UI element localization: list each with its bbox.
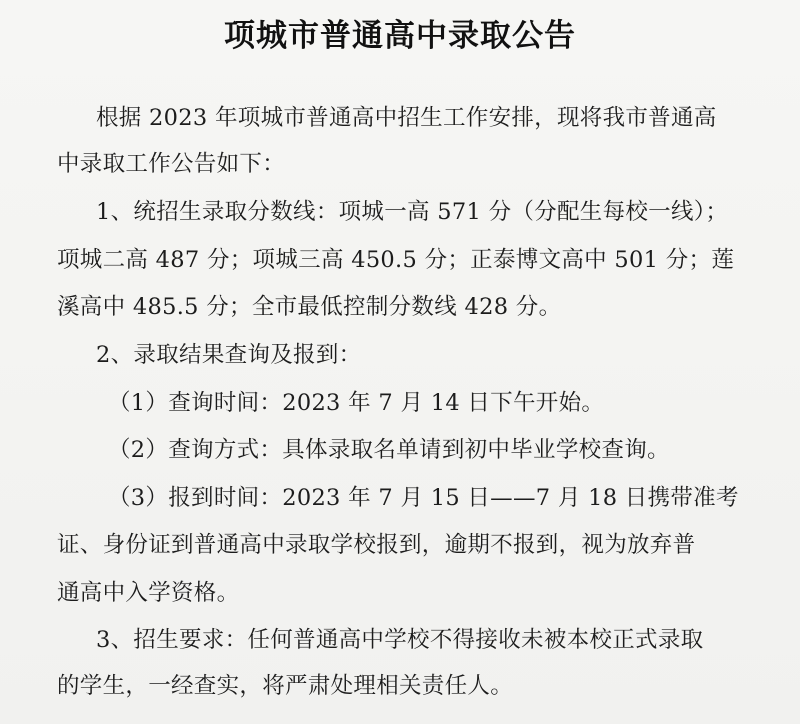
section-2-item-2: （2）查询方式：具体录取名单请到初中毕业学校查询。 [108, 437, 670, 463]
section-2-item-3-line-3: 通高中入学资格。 [57, 580, 240, 606]
section-3-line-2: 的学生，一经查实，将严肃处理相关责任人。 [57, 673, 514, 699]
section-1-line-1: 1、统招生录取分数线：项城一高 571 分（分配生每校一线）； [96, 199, 729, 225]
section-2-item-1: （1）查询时间：2023 年 7 月 14 日下午开始。 [108, 390, 605, 416]
paragraph-intro-line-2: 中录取工作公告如下： [57, 151, 286, 177]
section-1-line-2: 项城二高 487 分；项城三高 450.5 分；正泰博文高中 501 分；莲 [57, 247, 735, 273]
section-3-line-1: 3、招生要求：任何普通高中学校不得接收未被本校正式录取 [96, 627, 704, 653]
section-2-heading: 2、录取结果查询及报到： [96, 342, 362, 368]
section-1-line-3: 溪高中 485.5 分；全市最低控制分数线 428 分。 [57, 294, 562, 320]
document-title: 项城市普通高中录取公告 [224, 18, 576, 54]
section-2-item-3-line-2: 证、身份证到普通高中录取学校报到，逾期不报到，视为放弃普 [57, 532, 696, 558]
paragraph-intro-line-1: 根据 2023 年项城市普通高中招生工作安排，现将我市普通高 [96, 105, 717, 131]
section-2-item-3-line-1: （3）报到时间：2023 年 7 月 15 日——7 月 18 日携带准考 [108, 485, 739, 511]
